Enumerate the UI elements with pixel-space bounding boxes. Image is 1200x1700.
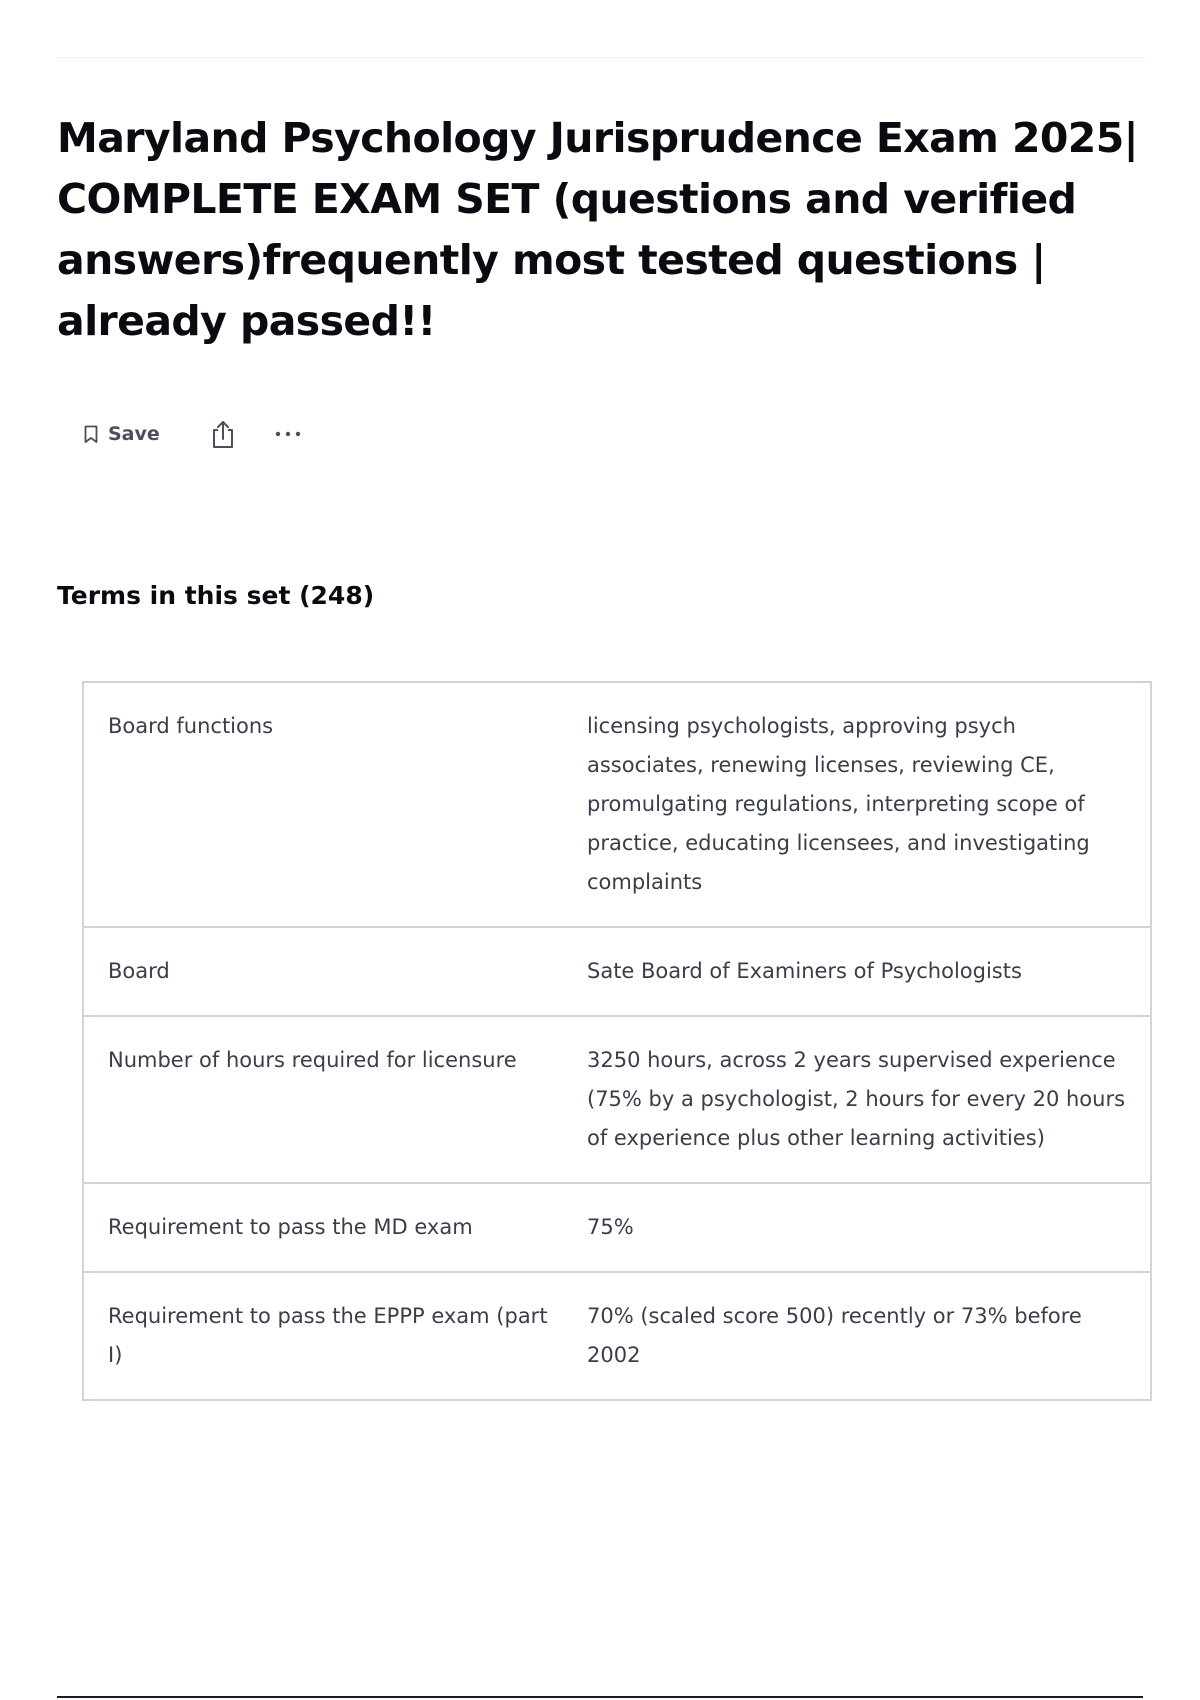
definition-cell: licensing psychologists, approving psych associates, renewing licenses, reviewing CE, promulgating regulations, interpreting scope of practice, educating licensees, and investigating complaints — [583, 682, 1151, 927]
term-row — [83, 927, 1151, 1016]
page-title: Maryland Psychology Jurisprudence Exam 2025| COMPLETE EXAM SET (questions and verified answers)frequently most tested questions | already passed!! — [57, 114, 1139, 345]
term-cell: Requirement to pass the MD exam — [83, 1183, 583, 1272]
more-options-button[interactable] — [274, 430, 302, 438]
share-icon — [210, 419, 236, 449]
definition-cell: Sate Board of Examiners of Psychologists — [583, 927, 1151, 1016]
bottom-divider — [57, 1696, 1143, 1698]
definition-cell: 3250 hours, across 2 years supervised experience (75% by a psychologist, 2 hours for every 20 hours of experience plus other learning activities) — [583, 1016, 1151, 1183]
term-cell: Board functions — [83, 682, 583, 927]
term-cell: Requirement to pass the EPPP exam (part I) — [83, 1272, 583, 1400]
term-cell: Number of hours required for licensure — [83, 1016, 583, 1183]
terms-table — [82, 681, 1152, 1401]
terms-section-heading: Terms in this set (248) — [57, 581, 375, 610]
top-divider — [57, 57, 1145, 58]
save-button[interactable] — [84, 423, 160, 445]
definition-cell: 75% — [583, 1183, 1151, 1272]
term-row — [83, 1272, 1151, 1400]
term-row — [83, 682, 1151, 927]
save-label: Save — [108, 423, 160, 445]
set-actions-toolbar — [84, 412, 302, 456]
term-row — [83, 1016, 1151, 1183]
term-cell: Board — [83, 927, 583, 1016]
definition-cell: 70% (scaled score 500) recently or 73% before 2002 — [583, 1272, 1151, 1400]
term-row — [83, 1183, 1151, 1272]
share-button[interactable] — [210, 419, 236, 449]
more-icon — [274, 430, 302, 438]
bookmark-icon — [84, 425, 98, 444]
